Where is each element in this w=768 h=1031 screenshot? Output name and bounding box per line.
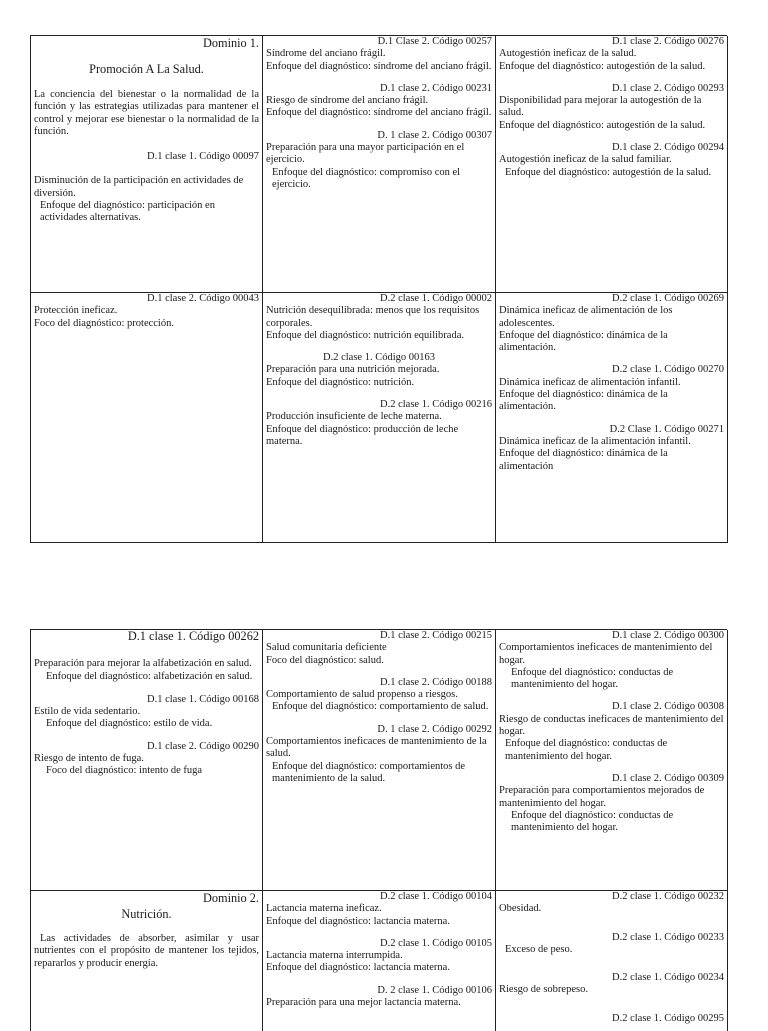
cell-t2-r1c3 [496, 630, 728, 891]
diagnosis-entry [266, 130, 492, 191]
diagnosis-code: D.2 clase 1. Código 00270 [612, 364, 724, 376]
diagnosis-entry [266, 677, 492, 714]
diagnosis-code: D.2 Clase 1. Código 00271 [609, 423, 724, 435]
diagnosis-focus: Enfoque del diagnóstico: participación en actividades alternativas. [40, 200, 215, 224]
diagnosis-entry [266, 352, 492, 389]
diagnosis-focus: Enfoque del diagnóstico: síndrome del anciano frágil. [266, 60, 492, 72]
diagnosis-title: Riesgo de sobrepeso. [499, 984, 588, 996]
diagnosis-entry [499, 83, 724, 132]
diagnosis-focus: Enfoque del diagnóstico: nutrición. [266, 376, 415, 388]
diagnosis-code: D.2 clase 1. Código 00233 [612, 931, 724, 943]
diagnosis-focus: Foco del diagnóstico: protección. [34, 317, 174, 329]
diagnosis-code: D.1 clase 2. Código 00043 [147, 293, 259, 304]
diagnosis-code: D.1 clase 2. Código 00293 [612, 82, 724, 94]
domain-description: La conciencia del bienestar o la normalidad de la función y las estrategias utilizadas para mantener el control y mejorar ese bienestar o la normalidad de la función. [34, 89, 259, 137]
diagnosis-code: D.1 clase 2. Código 00188 [380, 676, 492, 688]
diagnosis-focus: Enfoque del diagnóstico: comportamiento de salud. [272, 701, 489, 713]
diagnosis-focus: Enfoque del diagnóstico: producción de leche materna. [266, 423, 459, 447]
diagnosis-entry [499, 1013, 724, 1025]
diagnosis-code: D.2 clase 1. Código 00234 [612, 972, 724, 984]
diagnosis-title: Preparación para una mejor lactancia materna. [266, 997, 461, 1009]
diagnosis-code: D.2 clase 1. Código 00163 [323, 352, 435, 364]
cell-t1-r1c3 [496, 36, 728, 293]
diagnosis-title: Disminución de la participación en actividades de diversión. [34, 175, 244, 199]
diagnosis-focus: Enfoque del diagnóstico: conductas de mantenimiento del hogar. [505, 738, 668, 762]
diagnosis-entry [499, 142, 724, 179]
diagnosis-title: Riesgo de intento de fuga. [34, 753, 144, 765]
diagnosis-entry [34, 630, 259, 683]
diagnosis-title: Obesidad. [499, 903, 542, 915]
diagnosis-code: D.1 clase 1. Código 00262 [127, 630, 259, 643]
diagnosis-focus: Enfoque del diagnóstico: comportamientos de mantenimiento de la salud. [272, 760, 466, 784]
diagnosis-code: D.1 clase 2. Código 00308 [612, 701, 724, 713]
diagnosis-focus: Foco del diagnóstico: salud. [266, 654, 384, 666]
diagnosis-title: Preparación para una nutrición mejorada. [266, 364, 440, 376]
diagnosis-focus: Enfoque del diagnóstico: autogestión de la salud. [505, 166, 712, 178]
diagnosis-code: D.1 clase 2. Código 00231 [380, 82, 492, 94]
diagnosis-focus: Enfoque del diagnóstico: lactancia materna. [266, 915, 450, 927]
diagnosis-code: D.2 clase 1. Código 00269 [612, 293, 724, 304]
diagnosis-entry [499, 364, 724, 413]
diagnosis-entry [266, 724, 492, 785]
diagnosis-code: D.2 clase 1. Código 00002 [380, 293, 492, 304]
diagnosis-code: D.2 clase 1. Código 00216 [380, 399, 492, 411]
domain-description: Las actividades de absorber, asimilar y usar nutrientes con el propósito de mantener los tejidos, repararlos y producir energía. [34, 933, 259, 969]
diagnosis-focus: Enfoque del diagnóstico: dinámica de la alimentación [499, 448, 668, 472]
cell-domain-1 [31, 36, 263, 293]
cell-t1-r1c2 [263, 36, 496, 293]
diagnosis-title: Síndrome del anciano frágil. [266, 48, 386, 60]
diagnosis-code: D.1 clase 2. Código 00294 [612, 142, 724, 154]
diagnosis-title: Estilo de vida sedentario. [34, 706, 141, 718]
diagnosis-entry [499, 891, 724, 916]
diagnosis-title: Autogestión ineficaz de la salud familiar. [499, 154, 672, 166]
diagnosis-title: Comportamientos ineficaces de mantenimiento del hogar. [499, 642, 713, 666]
diagnosis-focus: Enfoque del diagnóstico: conductas de mantenimiento del hogar. [511, 809, 674, 834]
diagnosis-entry [266, 985, 492, 1010]
diagnosis-entry [499, 424, 724, 473]
diagnosis-focus: Enfoque del diagnóstico: dinámica de la alimentación. [499, 389, 668, 413]
diagnosis-title: Dinámica ineficaz de alimentación de los adolescentes. [499, 305, 673, 329]
diagnosis-entry [34, 151, 259, 224]
diagnosis-title: Producción insuficiente de leche materna. [266, 411, 442, 423]
diagnosis-title: Exceso de peso. [505, 943, 573, 955]
diagnosis-code: D.2 clase 1. Código 00295 [612, 1012, 724, 1024]
diagnosis-focus: Enfoque del diagnóstico: estilo de vida. [46, 718, 213, 730]
diagnosis-code: D.2 clase 1. Código 00232 [612, 891, 724, 902]
domain-title: Dominio 2. [202, 891, 259, 905]
diagnosis-entry [499, 932, 724, 957]
diagnosis-entry [499, 630, 724, 691]
diagnosis-entry [266, 293, 492, 342]
diagnosis-title: Dinámica ineficaz de alimentación infantil. [499, 376, 681, 388]
diagnosis-title: Protección ineficaz. [34, 305, 118, 317]
diagnosis-code: D.1 clase 2. Código 00215 [380, 630, 492, 641]
diagnosis-title: Disponibilidad para mejorar la autogestión de la salud. [499, 95, 702, 119]
diagnosis-focus: Foco del diagnóstico: intento de fuga [46, 765, 203, 777]
diagnosis-title: Preparación para una mayor participación en el ejercicio. [266, 142, 465, 166]
diagnosis-code: D. 1 clase 2. Código 00292 [377, 723, 492, 735]
diagnosis-entry [499, 293, 724, 354]
cell-domain-2 [31, 891, 263, 1031]
diagnosis-entry [34, 694, 259, 731]
nanda-table-2 [30, 629, 727, 1031]
diagnosis-title: Dinámica ineficaz de la alimentación infantil. [499, 435, 691, 447]
diagnosis-entry [266, 938, 492, 975]
diagnosis-code: D.1 clase 2. Código 00309 [612, 772, 724, 784]
diagnosis-title: Autogestión ineficaz de la salud. [499, 48, 637, 60]
nanda-table-1 [30, 35, 727, 543]
diagnosis-entry [266, 36, 492, 73]
diagnosis-focus: Enfoque del diagnóstico: conductas de mantenimiento del hogar. [511, 666, 674, 691]
diagnosis-focus: Enfoque del diagnóstico: compromiso con el ejercicio. [272, 166, 461, 190]
domain-name: Promoción A La Salud. [89, 62, 204, 76]
diagnosis-title: Nutrición desequilibrada: menos que los requisitos corporales. [266, 305, 480, 329]
diagnosis-code: D.1 clase 2. Código 00290 [147, 740, 259, 752]
cell-t2-r2c3 [496, 891, 728, 1031]
diagnosis-code: D. 2 clase 1. Código 00106 [377, 984, 492, 996]
diagnosis-code: D.1 clase 2. Código 00276 [612, 36, 724, 47]
diagnosis-entry [499, 972, 724, 997]
diagnosis-code: D.2 clase 1. Código 00104 [380, 891, 492, 902]
cell-t2-r1c1 [31, 630, 263, 891]
diagnosis-focus: Enfoque del diagnóstico: síndrome del anciano frágil. [266, 107, 492, 119]
diagnosis-entry [499, 701, 724, 762]
cell-t1-r2c3 [496, 293, 728, 543]
diagnosis-code: D.1 clase 2. Código 00300 [612, 630, 724, 641]
diagnosis-entry [266, 891, 492, 928]
diagnosis-title: Comportamiento de salud propenso a riesgos. [266, 689, 458, 701]
diagnosis-entry [34, 741, 259, 778]
diagnosis-code: D.1 clase 1. Código 00168 [147, 693, 259, 705]
cell-t1-r2c2 [263, 293, 496, 543]
diagnosis-title: Lactancia materna interrumpida. [266, 950, 403, 962]
diagnosis-code: D.1 Clase 2. Código 00257 [377, 36, 492, 47]
cell-t2-r1c2 [263, 630, 496, 891]
diagnosis-focus: Enfoque del diagnóstico: lactancia materna. [266, 962, 450, 974]
diagnosis-title: Riesgo de conductas ineficaces de mantenimiento del hogar. [499, 713, 724, 738]
diagnosis-code: D. 1 clase 2. Código 00307 [377, 129, 492, 141]
cell-t2-r2c2 [263, 891, 496, 1031]
diagnosis-entry [266, 83, 492, 120]
diagnosis-title: Salud comunitaria deficiente [266, 642, 387, 654]
diagnosis-entry [266, 399, 492, 448]
diagnosis-title: Preparación para mejorar la alfabetización en salud. [34, 658, 252, 670]
cell-t1-r2c1 [31, 293, 263, 543]
diagnosis-title: Riesgo de síndrome del anciano frágil. [266, 95, 429, 107]
diagnosis-focus: Enfoque del diagnóstico: autogestión de la salud. [499, 119, 706, 131]
diagnosis-entry [499, 773, 724, 834]
domain-title: Dominio 1. [202, 36, 259, 50]
domain-name: Nutrición. [121, 907, 172, 921]
diagnosis-focus: Enfoque del diagnóstico: autogestión de la salud. [499, 60, 706, 72]
diagnosis-title: Comportamientos ineficaces de mantenimiento de la salud. [266, 736, 487, 760]
diagnosis-code: D.2 clase 1. Código 00105 [380, 937, 492, 949]
diagnosis-focus: Enfoque del diagnóstico: nutrición equilibrada. [266, 329, 464, 341]
diagnosis-code: D.1 clase 1. Código 00097 [147, 151, 259, 163]
diagnosis-entry [499, 36, 724, 73]
diagnosis-focus: Enfoque del diagnóstico: alfabetización en salud. [46, 670, 253, 682]
diagnosis-focus: Enfoque del diagnóstico: dinámica de la alimentación. [499, 329, 668, 354]
diagnosis-title: Preparación para comportamientos mejorados de mantenimiento del hogar. [499, 785, 705, 809]
diagnosis-entry [34, 293, 259, 330]
diagnosis-entry [266, 630, 492, 667]
diagnosis-title: Lactancia materna ineficaz. [266, 903, 382, 915]
